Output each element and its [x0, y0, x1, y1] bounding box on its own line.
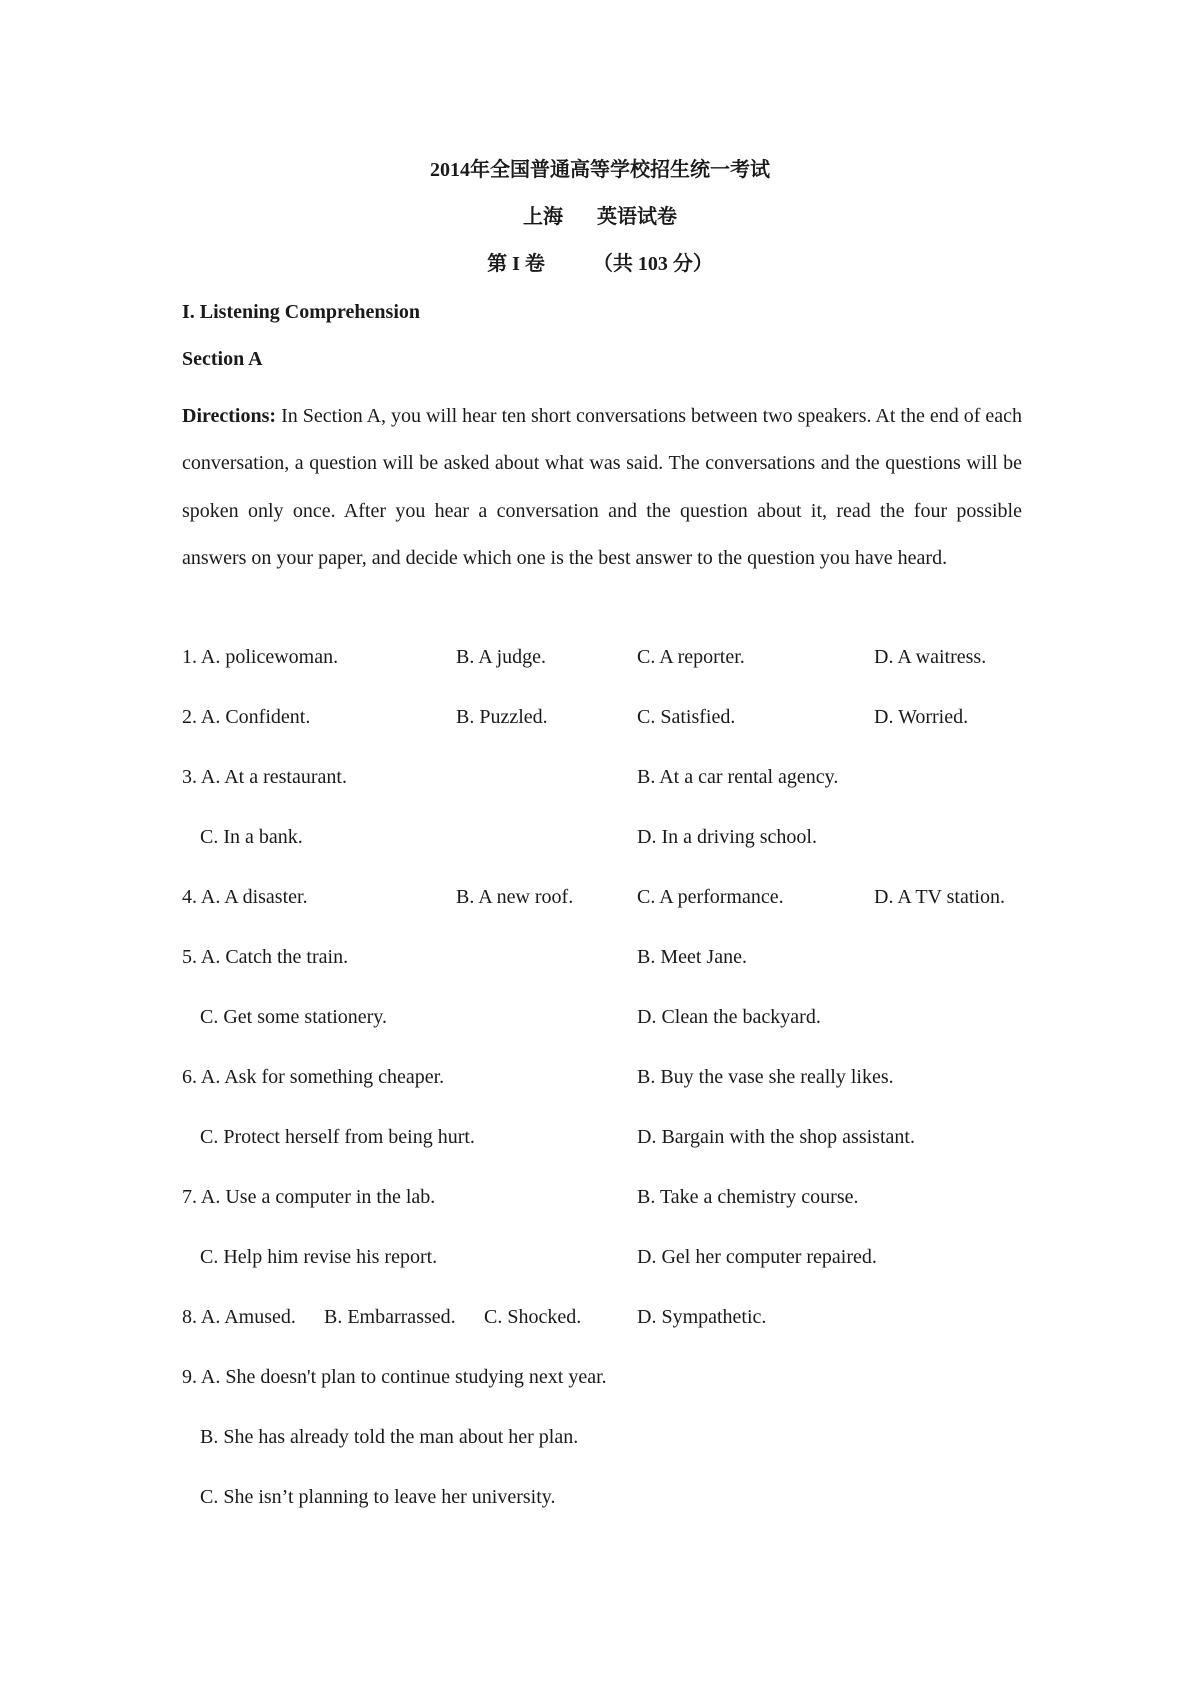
q8-option-d: D. Sympathetic. — [637, 1306, 767, 1328]
q3-option-b: B. At a car rental agency. — [637, 766, 839, 788]
q9-option-a: 9. A. She doesn't plan to continue studying next year. — [182, 1366, 607, 1388]
q5-option-b: B. Meet Jane. — [637, 946, 747, 968]
directions-paragraph — [182, 393, 1022, 582]
q7-option-c: C. Help him revise his report. — [200, 1246, 438, 1268]
directions-label: Directions: — [182, 405, 277, 427]
volume-label: 第 I 卷 — [487, 253, 545, 275]
q2-option-b: B. Puzzled. — [456, 706, 548, 728]
q1-option-c: C. A reporter. — [637, 646, 745, 668]
q7-option-d: D. Gel her computer repaired. — [637, 1246, 877, 1268]
subtitle-subject: 英语试卷 — [597, 206, 677, 228]
q1-option-b: B. A judge. — [456, 646, 547, 668]
q2-option-d: D. Worried. — [874, 706, 969, 728]
q6-option-c: C. Protect herself from being hurt. — [200, 1126, 475, 1148]
q2-option-a: 2. A. Confident. — [182, 706, 311, 728]
q8-option-b: B. Embarrassed. — [324, 1306, 456, 1328]
q4-option-a: 4. A. A disaster. — [182, 886, 308, 908]
q4-option-d: D. A TV station. — [874, 886, 1005, 908]
q4-option-b: B. A new roof. — [456, 886, 574, 908]
q9-option-b: B. She has already told the man about her plan. — [200, 1426, 579, 1448]
part-heading: I. Listening Comprehension — [182, 301, 421, 323]
q6-option-b: B. Buy the vase she really likes. — [637, 1066, 894, 1088]
q9-option-c: C. She isn’t planning to leave her university. — [200, 1486, 556, 1508]
q8-option-a: 8. A. Amused. — [182, 1306, 296, 1328]
q1-option-a: 1. A. policewoman. — [182, 646, 339, 668]
q3-option-d: D. In a driving school. — [637, 826, 817, 848]
q7-option-a: 7. A. Use a computer in the lab. — [182, 1186, 436, 1208]
volume-heading — [0, 252, 1200, 276]
q1-option-d: D. A waitress. — [874, 646, 987, 668]
directions-text: In Section A, you will hear ten short conversations between two speakers. At the end of each conversation, a question will be asked about what was said. The conversations and the questions will be spoken only once. After you hear a conversation and the question about it, read the four possible answers on your paper, and decide which one is the best answer to the question you have heard. — [182, 405, 1022, 569]
q2-option-c: C. Satisfied. — [637, 706, 736, 728]
q4-option-c: C. A performance. — [637, 886, 784, 908]
exam-title: 2014年全国普通高等学校招生统一考试 — [430, 159, 770, 181]
q5-option-c: C. Get some stationery. — [200, 1006, 388, 1028]
q6-option-a: 6. A. Ask for something cheaper. — [182, 1066, 445, 1088]
q3-option-c: C. In a bank. — [200, 826, 303, 848]
exam-subtitle — [0, 205, 1200, 229]
subtitle-location: 上海 — [523, 206, 563, 228]
q3-option-a: 3. A. At a restaurant. — [182, 766, 347, 788]
section-heading: Section A — [182, 348, 263, 370]
q8-option-c: C. Shocked. — [484, 1306, 582, 1328]
q6-option-d: D. Bargain with the shop assistant. — [637, 1126, 915, 1148]
volume-points: （共 103 分） — [592, 253, 713, 275]
q7-option-b: B. Take a chemistry course. — [637, 1186, 859, 1208]
q5-option-d: D. Clean the backyard. — [637, 1006, 821, 1028]
q5-option-a: 5. A. Catch the train. — [182, 946, 349, 968]
